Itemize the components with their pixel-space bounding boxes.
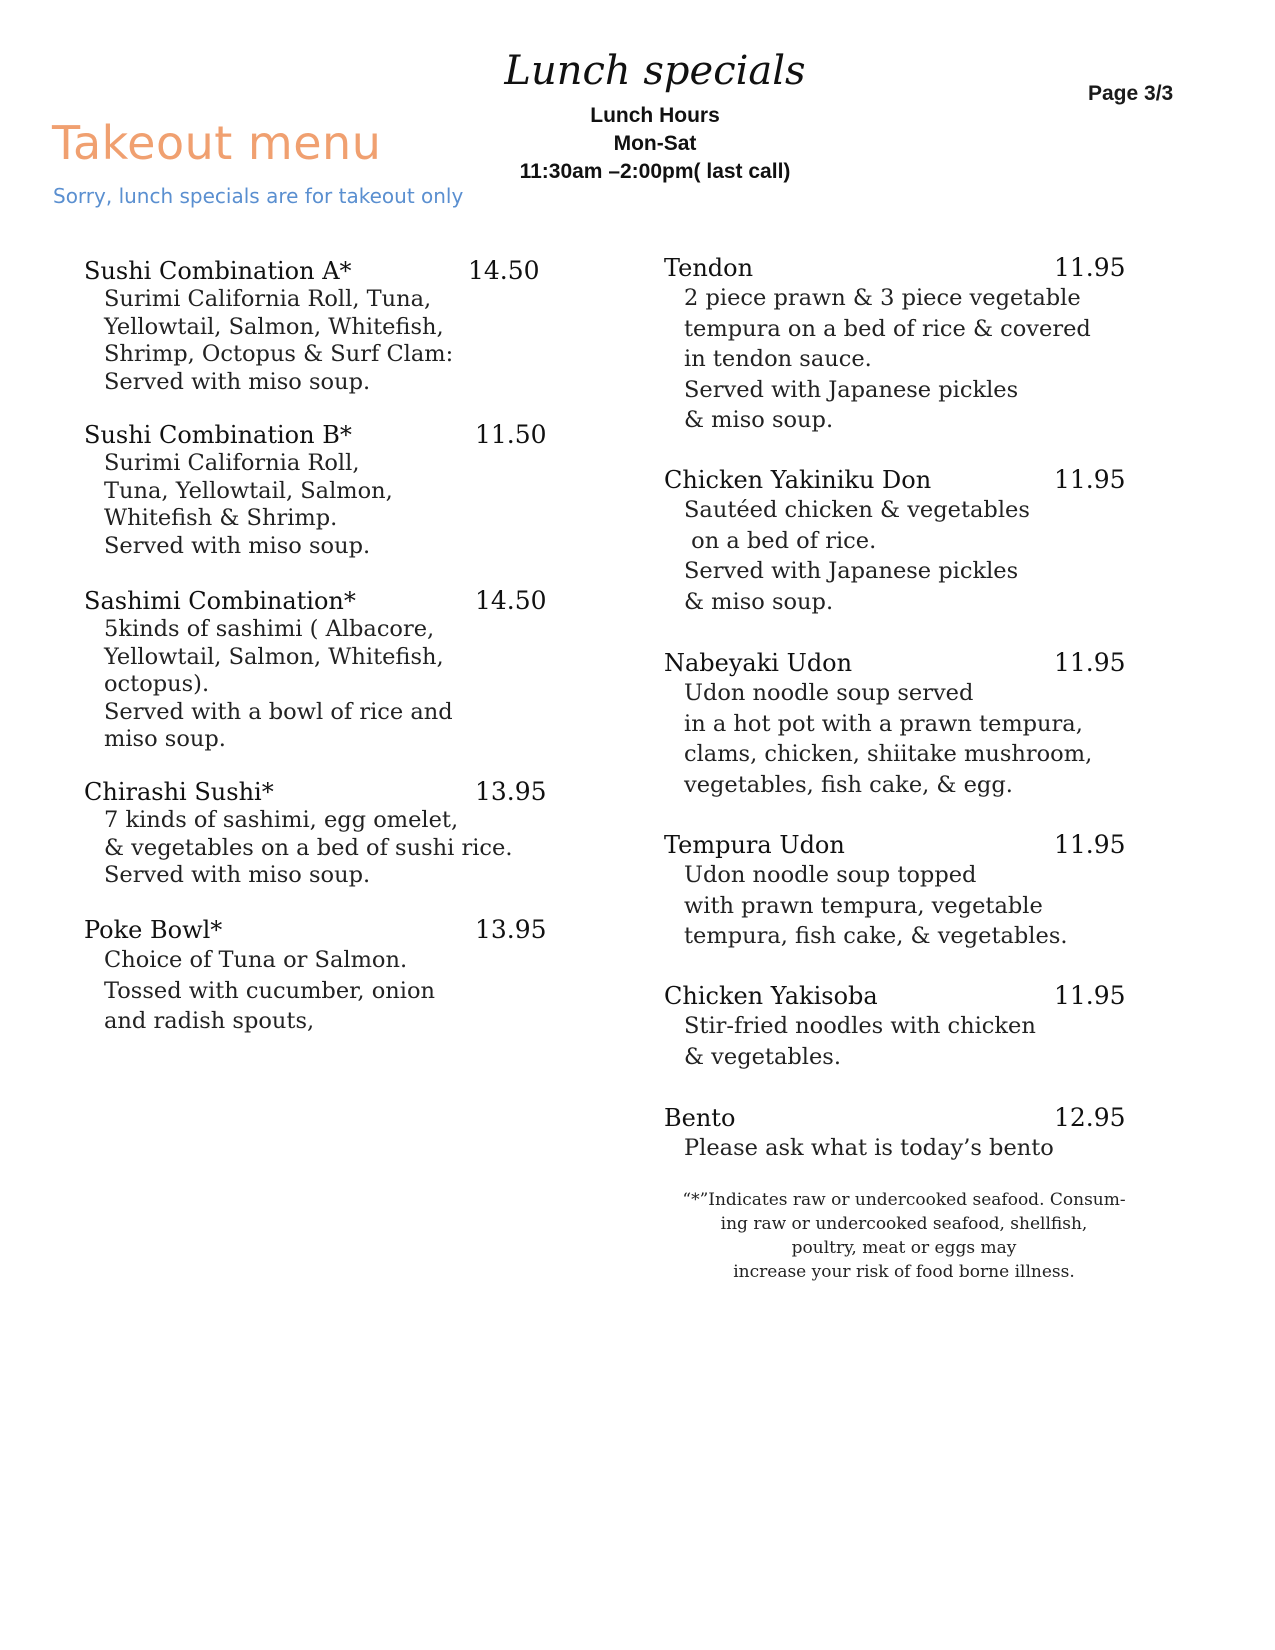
desc-line: Yellowtail, Salmon, Whitefish, [104, 313, 444, 340]
desc-line: Tossed with cucumber, onion [104, 977, 436, 1004]
item-description [664, 495, 1134, 617]
item-name: Sushi Combination A* [84, 257, 352, 285]
item-name: Tempura Udon [664, 831, 845, 859]
disclaimer-line: poultry, meat or eggs may [791, 1238, 1017, 1258]
raw-food-disclaimer [664, 1188, 1144, 1284]
item-name: Chicken Yakiniku Don [664, 466, 932, 494]
page-number: Page 3/3 [1088, 82, 1174, 105]
desc-line: & vegetables on a bed of sushi rice. [104, 834, 513, 861]
desc-line: and radish spouts, [104, 1008, 315, 1034]
menu-item-chirashi-sushi [84, 777, 547, 890]
desc-line: Stir-fried noodles with chicken [684, 1013, 1036, 1039]
disclaimer-line: ing raw or undercooked seafood, shellfish, [720, 1214, 1088, 1234]
item-description [664, 1133, 1134, 1164]
item-description [664, 860, 1134, 952]
item-price: 11.95 [1054, 465, 1126, 494]
menu-item-sushi-combination-a [84, 256, 544, 396]
takeout-menu-title: Takeout menu [52, 116, 382, 170]
menu-item-chicken-yakisoba [664, 981, 1134, 1072]
item-description [664, 678, 1134, 800]
item-name: Tendon [664, 254, 754, 282]
desc-line: miso soup. [104, 726, 226, 753]
desc-line: Served with Japanese pickles [684, 376, 1019, 403]
menu-item-sushi-combination-b [84, 420, 547, 560]
item-price: 13.95 [475, 915, 547, 944]
desc-line: Please ask what is today’s bento [684, 1135, 1054, 1161]
menu-item-sashimi-combination [84, 586, 547, 754]
desc-line: clams, chicken, shiitake mushroom, [684, 741, 1093, 767]
item-price: 14.50 [475, 586, 547, 615]
item-description [84, 616, 544, 754]
item-name: Sashimi Combination* [84, 587, 356, 615]
item-description [664, 283, 1134, 436]
item-name: Chicken Yakisoba [664, 982, 878, 1010]
desc-line: Served with Japanese pickles [684, 558, 1019, 584]
item-price: 13.95 [475, 777, 547, 806]
desc-line: vegetables, fish cake, & egg. [684, 771, 1013, 798]
desc-line: Sautéed chicken & vegetables [684, 497, 1030, 523]
item-description [84, 450, 544, 560]
desc-line: Whitefish & Shrimp. [104, 505, 338, 532]
menu-item-tendon [664, 253, 1134, 436]
lunch-days: Mon-Sat [613, 132, 697, 155]
lunch-hours-block [480, 102, 830, 186]
item-description [84, 945, 544, 1037]
item-description [84, 286, 544, 396]
lunch-specials-title: Lunch specials [504, 48, 806, 94]
desc-line: tempura on a bed of rice & covered [684, 315, 1091, 342]
item-name: Poke Bowl* [84, 916, 223, 944]
menu-item-poke-bowl [84, 915, 547, 1037]
lunch-hours-label: Lunch Hours [590, 104, 720, 127]
item-name: Bento [664, 1104, 736, 1132]
desc-line: Shrimp, Octopus & Surf Clam: [104, 341, 454, 368]
item-description [664, 1011, 1134, 1072]
item-name: Sushi Combination B* [84, 421, 352, 449]
desc-line: tempura, fish cake, & vegetables. [684, 923, 1068, 949]
desc-line: in tendon sauce. [684, 346, 872, 372]
menu-item-tempura-udon [664, 830, 1134, 952]
desc-line: Choice of Tuna or Salmon. [104, 947, 408, 973]
desc-line: Served with miso soup. [104, 862, 371, 889]
disclaimer-line: increase your risk of food borne illness. [733, 1262, 1075, 1282]
desc-line: Served with a bowl of rice and [104, 698, 453, 725]
desc-line: & vegetables. [684, 1043, 841, 1070]
desc-line: on a bed of rice. [684, 527, 877, 554]
desc-line: Served with miso soup. [104, 532, 371, 559]
lunch-time-range: 11:30am –2:00pm( last call) [519, 160, 791, 183]
desc-line: Surimi California Roll, [104, 450, 360, 476]
item-price: 11.95 [1054, 648, 1126, 677]
takeout-only-note: Sorry, lunch specials are for takeout only [53, 184, 464, 208]
menu-item-bento [664, 1103, 1134, 1164]
menu-item-nabeyaki-udon [664, 648, 1134, 800]
desc-line: octopus). [104, 671, 210, 698]
desc-line: Yellowtail, Salmon, Whitefish, [104, 643, 444, 670]
desc-line: with prawn tempura, vegetable [684, 892, 1043, 919]
item-price: 14.50 [468, 256, 540, 285]
disclaimer-line: “*”Indicates raw or undercooked seafood. Consum- [682, 1190, 1126, 1210]
item-price: 11.95 [1054, 830, 1126, 859]
item-name: Nabeyaki Udon [664, 649, 853, 677]
desc-line: & miso soup. [684, 407, 834, 433]
item-price: 11.95 [1054, 981, 1126, 1010]
desc-line: Tuna, Yellowtail, Salmon, [104, 477, 393, 504]
item-name: Chirashi Sushi* [84, 778, 274, 806]
desc-line: Udon noodle soup served [684, 680, 974, 706]
desc-line: & miso soup. [684, 588, 834, 615]
item-price: 11.50 [475, 420, 547, 449]
desc-line: Surimi California Roll, Tuna, [104, 286, 432, 312]
item-price: 12.95 [1054, 1103, 1126, 1132]
desc-line: Served with miso soup. [104, 368, 371, 395]
menu-item-chicken-yakiniku-don [664, 465, 1134, 617]
desc-line: 5kinds of sashimi ( Albacore, [104, 616, 435, 642]
desc-line: Udon noodle soup topped [684, 862, 977, 888]
desc-line: 7 kinds of sashimi, egg omelet, [104, 807, 459, 833]
item-description [84, 807, 544, 890]
item-price: 11.95 [1054, 253, 1126, 282]
desc-line: in a hot pot with a prawn tempura, [684, 710, 1083, 737]
desc-line: 2 piece prawn & 3 piece vegetable [684, 285, 1081, 311]
